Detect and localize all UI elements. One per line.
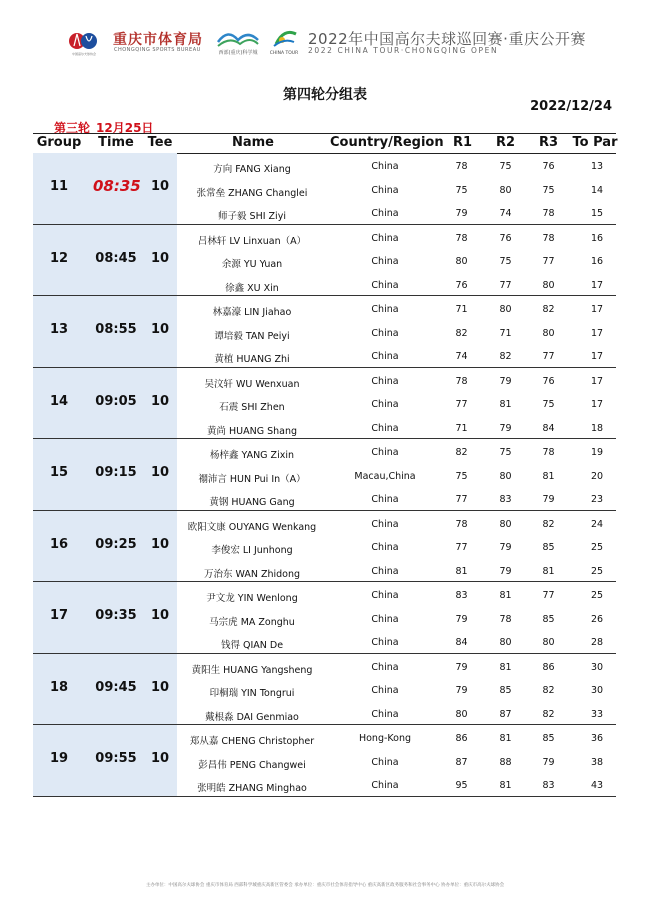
player-name: 李俊宏 LI Junhong: [211, 545, 293, 556]
footer-organizers: 主办单位：中国高尔夫球协会 重庆市体育局 西部科学城重庆高新区管委会 承办单位：重庆市社会体育指导中心 重庆高新区政务服务和社会事务中心 协办单位：重庆市高尔夫球协会: [145, 883, 505, 888]
score-r2: 82: [499, 351, 512, 362]
player-name: 黄钢 HUANG Gang: [209, 497, 295, 508]
score-r3: 82: [542, 304, 555, 315]
score-r1: 79: [455, 208, 468, 219]
china-tour-logo: [268, 26, 300, 56]
page-title: 第四轮分组表: [283, 87, 367, 103]
player-name: 张明皓 ZHANG Minghao: [197, 783, 307, 794]
score-r1: 87: [455, 756, 468, 768]
player-row: [177, 371, 616, 395]
score-to-par: 17: [590, 375, 604, 387]
score-r1: 86: [455, 733, 468, 744]
score-r1: 77: [455, 399, 468, 410]
score-r3: 77: [542, 351, 555, 362]
player-name: 禤沛言 HUN Pui In（A）: [198, 473, 306, 485]
player-row: [177, 775, 616, 799]
player-name: 石震 SHI Zhen: [219, 402, 285, 413]
player-row: [177, 585, 616, 609]
score-r3: 82: [542, 708, 555, 720]
score-r2: 87: [499, 708, 512, 720]
header-r2: R2: [495, 135, 516, 150]
player-country: China: [371, 780, 399, 791]
score-r1: 78: [455, 161, 468, 172]
score-r3: 85: [542, 613, 555, 625]
score-r1: 71: [455, 304, 468, 315]
group-number: 15: [49, 465, 69, 480]
score-r1: 75: [455, 470, 468, 482]
tee-number: 10: [150, 179, 170, 194]
score-r1: 77: [455, 542, 468, 553]
player-row: [177, 632, 616, 656]
score-r3: 76: [542, 161, 555, 172]
player-name: 师子毅 SHI Ziyi: [218, 211, 286, 222]
score-to-par: 19: [590, 447, 604, 458]
score-r3: 76: [542, 375, 555, 387]
header-tee: Tee: [147, 135, 173, 150]
player-name: 彭昌伟 PENG Changwei: [198, 759, 306, 771]
science-city-logo: [214, 26, 262, 56]
player-country: China: [371, 279, 399, 291]
score-to-par: 25: [590, 590, 604, 601]
tee-time: 09:25: [95, 536, 137, 552]
score-r1: 95: [455, 780, 468, 791]
score-to-par: 28: [590, 637, 604, 648]
player-country: China: [371, 256, 399, 267]
group-number: 13: [49, 322, 69, 337]
tee-number: 10: [150, 536, 170, 552]
player-row: [177, 299, 616, 323]
chongqing-sports-bureau-name: 重庆市体育局: [113, 32, 203, 48]
player-row: [177, 442, 616, 466]
score-r3: 80: [542, 327, 555, 339]
score-r3: 81: [542, 565, 555, 577]
score-r2: 79: [499, 565, 512, 577]
tee-number: 10: [150, 679, 170, 695]
score-r2: 76: [499, 232, 512, 244]
player-row: [177, 180, 616, 204]
score-r1: 83: [455, 590, 468, 601]
tee-time: 09:35: [95, 608, 137, 623]
score-r1: 81: [455, 565, 468, 577]
score-to-par: 33: [590, 708, 604, 720]
score-to-par: 25: [590, 542, 604, 553]
score-to-par: 30: [590, 685, 604, 696]
score-r3: 84: [542, 422, 555, 434]
player-row: [177, 323, 616, 347]
player-name: 戴根淼 DAI Genmiao: [205, 711, 299, 723]
score-to-par: 38: [590, 756, 604, 768]
score-to-par: 16: [590, 232, 604, 244]
score-to-par: 30: [590, 661, 604, 673]
score-to-par: 17: [590, 304, 604, 315]
score-r2: 75: [499, 256, 512, 267]
group-number: 19: [49, 751, 69, 766]
player-country: China: [371, 351, 399, 362]
player-country: China: [371, 661, 399, 673]
tee-group: [33, 296, 616, 368]
tee-group: [33, 368, 616, 440]
score-r3: 82: [542, 685, 555, 696]
score-to-par: 17: [590, 327, 604, 339]
score-r2: 79: [499, 542, 512, 553]
player-name: 余源 YU Yuan: [221, 259, 283, 270]
player-country: China: [371, 590, 399, 601]
score-to-par: 18: [590, 422, 604, 434]
tee-time: 09:45: [95, 679, 137, 695]
tee-number: 10: [150, 250, 170, 266]
group-number: 11: [49, 179, 69, 194]
player-name: 黄阳生 HUANG Yangsheng: [191, 664, 313, 676]
player-name: 万治东 WAN Zhidong: [203, 568, 301, 580]
tee-time: 08:55: [95, 322, 137, 337]
tee-time: 09:55: [95, 751, 137, 766]
player-country: China: [371, 685, 399, 696]
document-date: 2022/12/24: [530, 99, 612, 114]
tee-number: 10: [150, 393, 170, 409]
player-row: [177, 609, 616, 633]
tee-number: 10: [150, 751, 170, 766]
player-name: 吴汶轩 WU Wenxuan: [204, 378, 300, 390]
score-r2: 79: [499, 422, 512, 434]
player-name: 郑从嘉 CHENG Christopher: [189, 736, 315, 747]
player-name: 徐鑫 XU Xin: [225, 282, 279, 294]
header-time: Time: [98, 135, 134, 150]
player-row: [177, 346, 616, 370]
player-name: 黄植 HUANG Zhi: [214, 354, 290, 365]
player-country: China: [371, 708, 399, 720]
score-r2: 74: [499, 208, 512, 219]
score-r3: 81: [542, 470, 555, 482]
player-row: [177, 489, 616, 513]
player-name: 印桐瑞 YIN Tongrui: [209, 688, 295, 699]
player-row: [177, 704, 616, 728]
player-row: [177, 680, 616, 704]
score-to-par: 17: [590, 399, 604, 410]
score-to-par: 16: [590, 256, 604, 267]
score-r2: 81: [499, 780, 512, 791]
event-title-cn: 2022年中国高尔夫球巡回赛·重庆公开赛: [308, 30, 586, 48]
score-r1: 78: [455, 518, 468, 530]
player-country: Hong-Kong: [358, 733, 412, 744]
score-r3: 78: [542, 232, 555, 244]
score-r2: 80: [499, 518, 512, 530]
score-to-par: 24: [590, 518, 604, 530]
score-r3: 78: [542, 447, 555, 458]
score-r2: 80: [499, 184, 512, 196]
score-r1: 75: [455, 184, 468, 196]
player-country: China: [371, 304, 399, 315]
score-r3: 85: [542, 733, 555, 744]
score-r3: 77: [542, 590, 555, 601]
player-row: [177, 752, 616, 776]
player-country: Macau,China: [354, 470, 416, 482]
score-r1: 78: [455, 375, 468, 387]
score-r3: 85: [542, 542, 555, 553]
china-tour-caption: CHINA TOUR: [269, 51, 299, 56]
score-r2: 81: [499, 733, 512, 744]
score-r3: 82: [542, 518, 555, 530]
tee-time: 08:45: [95, 250, 137, 266]
group-number: 18: [49, 679, 69, 695]
score-to-par: 20: [590, 470, 604, 482]
player-country: China: [371, 208, 399, 219]
group-number: 14: [49, 393, 69, 409]
score-to-par: 43: [590, 780, 604, 791]
player-row: [177, 657, 616, 681]
tee-group: [33, 225, 616, 297]
player-country: China: [371, 542, 399, 553]
tee-number: 10: [150, 465, 170, 480]
score-r2: 78: [499, 613, 512, 625]
score-to-par: 36: [590, 733, 604, 744]
chongqing-sports-bureau-en: CHONGQING SPORTS BUREAU: [114, 47, 201, 53]
score-r3: 80: [542, 637, 555, 648]
score-to-par: 26: [590, 613, 604, 625]
score-r3: 83: [542, 780, 555, 791]
score-r2: 79: [499, 375, 512, 387]
score-r1: 76: [455, 279, 468, 291]
score-r2: 81: [499, 590, 512, 601]
score-to-par: 23: [590, 494, 604, 505]
player-country: China: [371, 422, 399, 434]
score-r1: 80: [455, 708, 468, 720]
player-country: China: [371, 375, 399, 387]
group-number: 12: [49, 250, 69, 266]
score-r2: 80: [499, 470, 512, 482]
tee-group: [33, 439, 616, 511]
table-header: [33, 133, 616, 154]
player-row: [177, 203, 616, 227]
player-row: [177, 251, 616, 275]
score-r3: 79: [542, 756, 555, 768]
score-r2: 75: [499, 447, 512, 458]
score-r2: 81: [499, 661, 512, 673]
score-r1: 78: [455, 232, 468, 244]
tee-number: 10: [150, 608, 170, 623]
score-r3: 78: [542, 208, 555, 219]
score-to-par: 15: [590, 208, 604, 219]
player-country: China: [371, 565, 399, 577]
score-to-par: 17: [590, 279, 604, 291]
tee-group: [33, 511, 616, 583]
player-country: China: [371, 184, 399, 196]
player-name: 方向 FANG Xiang: [213, 164, 291, 175]
golf-association-caption: 中国高尔夫球协会: [71, 52, 96, 56]
player-country: China: [371, 613, 399, 625]
player-row: [177, 561, 616, 585]
event-header: [0, 0, 650, 60]
score-r1: 77: [455, 494, 468, 505]
score-r3: 75: [542, 399, 555, 410]
tee-number: 10: [150, 322, 170, 337]
player-name: 马宗虎 MA Zonghu: [209, 616, 295, 628]
pairings-table: [33, 153, 616, 797]
header-to-par: To Par: [572, 135, 618, 150]
player-name: 张常垒 ZHANG Changlei: [196, 187, 308, 199]
player-country: China: [371, 518, 399, 530]
score-r3: 75: [542, 184, 555, 196]
score-r2: 85: [499, 685, 512, 696]
score-r1: 79: [455, 613, 468, 625]
score-r2: 77: [499, 279, 512, 291]
score-r2: 88: [499, 756, 512, 768]
header-group: Group: [36, 135, 82, 150]
score-to-par: 13: [590, 161, 604, 172]
player-country: China: [371, 494, 399, 505]
score-to-par: 17: [590, 351, 604, 362]
score-r1: 80: [455, 256, 468, 267]
header-country: Country/Region: [330, 135, 444, 150]
score-r3: 86: [542, 661, 555, 673]
tee-group: [33, 725, 616, 797]
score-r1: 71: [455, 422, 468, 434]
round-name: 第三轮: [54, 121, 91, 135]
player-row: [177, 514, 616, 538]
round-date: 12月25日: [96, 121, 154, 135]
score-r1: 82: [455, 447, 468, 458]
tee-time: 09:05: [95, 393, 137, 409]
score-r2: 71: [499, 327, 512, 339]
score-r1: 82: [455, 327, 468, 339]
player-row: [177, 728, 616, 752]
group-number: 17: [49, 608, 69, 623]
player-name: 谭培毅 TAN Peiyi: [214, 330, 290, 342]
player-name: 欧阳文康 OUYANG Wenkang: [187, 521, 317, 533]
tee-group: [33, 153, 616, 225]
tee-time: 09:15: [95, 465, 137, 480]
score-r2: 80: [499, 637, 512, 648]
score-r2: 80: [499, 304, 512, 315]
score-r1: 84: [455, 637, 468, 648]
player-name: 杨梓鑫 YANG Zixin: [209, 450, 294, 461]
player-row: [177, 275, 616, 299]
header-name: Name: [231, 135, 274, 150]
player-row: [177, 537, 616, 561]
score-to-par: 25: [590, 565, 604, 577]
player-country: China: [371, 399, 399, 410]
group-number: 16: [49, 536, 69, 552]
player-country: China: [371, 637, 399, 648]
player-country: China: [371, 447, 399, 458]
score-r2: 81: [499, 399, 512, 410]
player-name: 钱得 QIAN De: [220, 640, 284, 651]
player-country: China: [371, 161, 399, 172]
player-name: 黄尚 HUANG Shang: [206, 425, 298, 437]
header-r3: R3: [538, 135, 559, 150]
player-country: China: [371, 327, 399, 339]
player-country: China: [371, 756, 399, 768]
event-title-en: 2022 CHINA TOUR·CHONGQING OPEN: [308, 46, 499, 55]
player-name: 尹文龙 YIN Wenlong: [206, 593, 298, 604]
tee-time: 08:35: [93, 177, 141, 195]
score-r3: 77: [542, 256, 555, 267]
tee-group: [33, 582, 616, 654]
player-name: 吕林轩 LV Linxuan（A）: [197, 235, 307, 247]
tee-group: [33, 654, 616, 726]
score-r3: 80: [542, 279, 555, 291]
player-row: [177, 466, 616, 490]
player-row: [177, 156, 616, 180]
china-golf-association-logo: [68, 30, 102, 52]
player-name: 林嘉濠 LIN Jiahao: [212, 307, 292, 318]
player-row: [177, 418, 616, 442]
player-country: China: [371, 232, 399, 244]
score-r1: 74: [455, 351, 468, 362]
player-row: [177, 228, 616, 252]
science-city-caption: 西部(重庆)科学城: [218, 50, 258, 56]
score-r2: 83: [499, 494, 512, 505]
score-r2: 75: [499, 161, 512, 172]
score-to-par: 14: [590, 184, 604, 196]
score-r1: 79: [455, 661, 468, 673]
player-row: [177, 394, 616, 418]
score-r3: 79: [542, 494, 555, 505]
header-r1: R1: [452, 135, 473, 150]
score-r1: 79: [455, 685, 468, 696]
